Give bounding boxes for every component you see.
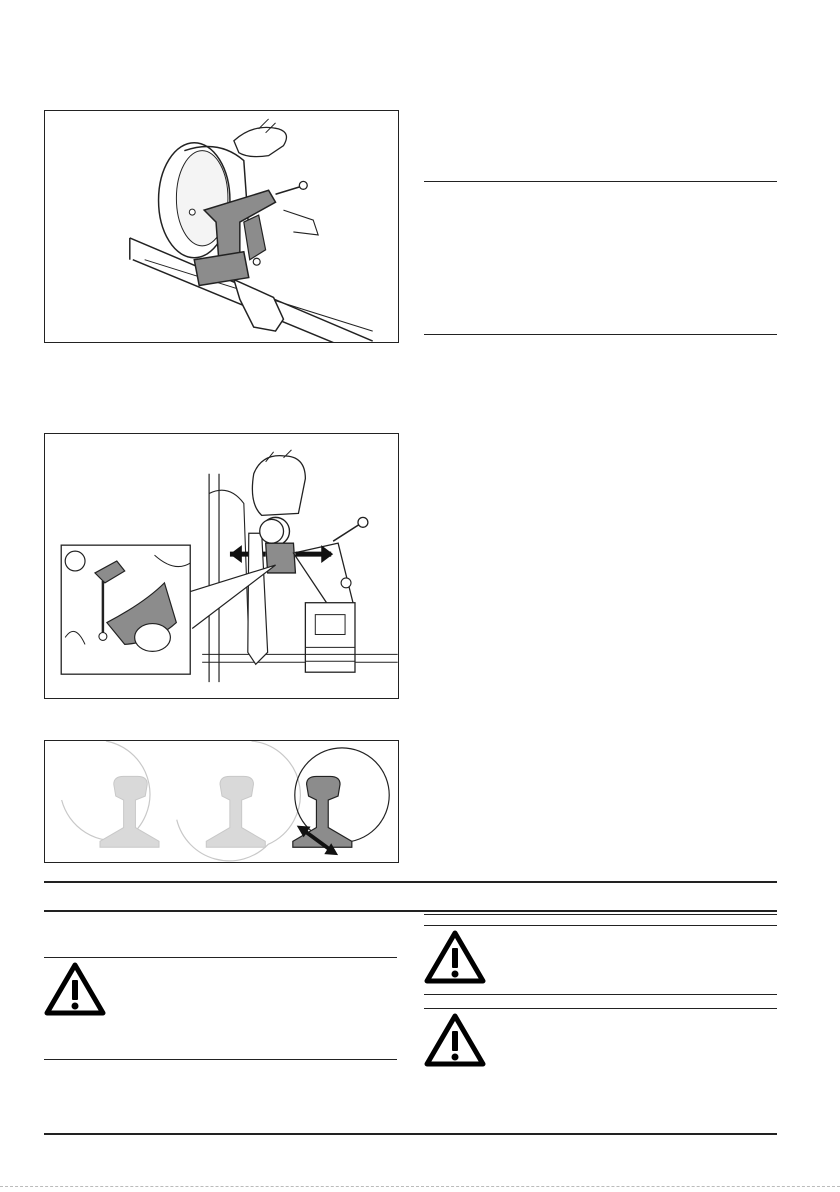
warning-block-top-rule bbox=[424, 925, 777, 926]
section-rule bbox=[424, 181, 777, 182]
guide-adjustment-illustration bbox=[45, 434, 398, 698]
warning-block-top-rule bbox=[44, 957, 397, 958]
warning-triangle-icon bbox=[44, 962, 106, 1016]
figure-rail-cutting-angles bbox=[44, 740, 399, 863]
warning-triangle-icon bbox=[424, 930, 486, 984]
cutter-on-rail-illustration bbox=[45, 111, 398, 342]
chapter-rule-top bbox=[44, 881, 777, 883]
section-rule bbox=[424, 334, 777, 335]
warning-triangle-icon bbox=[424, 1013, 486, 1067]
figure-cutter-on-rail bbox=[44, 110, 399, 343]
warning-block-bottom-rule bbox=[424, 994, 777, 995]
warning-block-top-rule bbox=[424, 1008, 777, 1009]
footer-rule bbox=[44, 1133, 777, 1135]
warning-block-top-rule bbox=[424, 914, 777, 915]
figure-guide-adjustment bbox=[44, 433, 399, 699]
chapter-rule-bottom bbox=[44, 910, 777, 912]
warning-block-bottom-rule bbox=[44, 1059, 397, 1060]
rail-cutting-angles-illustration bbox=[45, 741, 398, 862]
page-cut-line bbox=[0, 1186, 840, 1187]
